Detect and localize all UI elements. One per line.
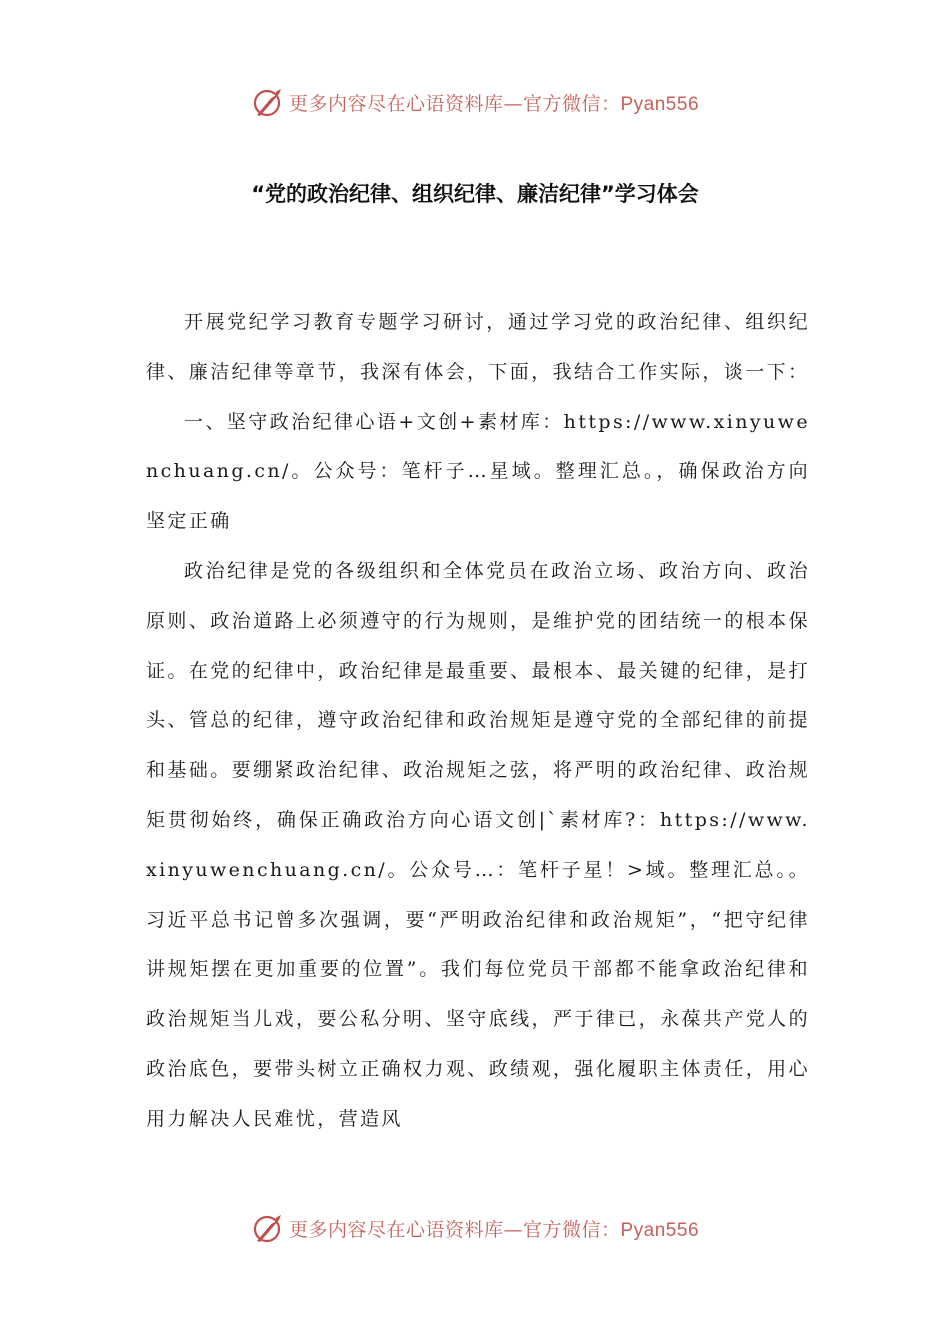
watermark-separator: — <box>503 92 523 115</box>
watermark-handle: Pyan556 <box>620 1219 700 1241</box>
pen-logo-icon <box>251 1211 285 1245</box>
pen-logo-icon <box>251 85 285 119</box>
document-body <box>146 298 810 1145</box>
document-title: “党的政治纪律、组织纪律、廉洁纪律”学习体会 <box>251 182 699 206</box>
watermark-sub: 官方微信： <box>522 92 621 115</box>
watermark-main: 更多内容尽在心语资料库 <box>288 1218 504 1241</box>
paragraph: 政治纪律是党的各级组织和全体党员在政治立场、政治方向、政治原则、政治道路上必须遵守的行为规则，是维护党的团结统一的根本保证。在党的纪律中，政治纪律是最重要、最根本、最关键的纪律，是打头、管总的纪律，遵守政治纪律和政治规矩是遵守党的全部纪律的前提和基础。要绷紧政治纪律、政治规矩之弦，将严明的政治纪律、政治规矩贯彻始终，确保正确政治方向心语文创|`素材库?：https://www.xinyuwenchuang.cn/。公众号…：笔杆子星！>域。整理汇总。。习近平总书记曾多次强调，要“严明政治纪律和政治规矩”，“把守纪律讲规矩摆在更加重要的位置”。我们每位党员干部都不能拿政治纪律和政治规矩当儿戏，要公私分明、坚守底线，严于律已，永葆共产党人的政治底色，要带头树立正确权力观、政绩观，强化履职主体责任，用心用力解决人民难忧，营造风 <box>146 559 810 1130</box>
paragraph: 一、坚守政治纪律心语+文创+素材库：https://www.xinyuwenchuang.cn/。公众号：笔杆子…星域。整理汇总。，确保政治方向坚定正确 <box>146 410 810 533</box>
watermark-text <box>289 1215 699 1242</box>
watermark-separator: — <box>503 1218 523 1241</box>
watermark-text <box>289 89 699 116</box>
watermark-handle: Pyan556 <box>620 93 700 115</box>
watermark-main: 更多内容尽在心语资料库 <box>288 92 504 115</box>
watermark-sub: 官方微信： <box>522 1218 621 1241</box>
paragraph: 开展党纪学习教育专题学习研讨，通过学习党的政治纪律、组织纪律、廉洁纪律等章节，我深有体会，下面，我结合工作实际，谈一下： <box>146 311 810 383</box>
header-watermark <box>0 82 950 122</box>
footer-watermark <box>0 1208 950 1248</box>
